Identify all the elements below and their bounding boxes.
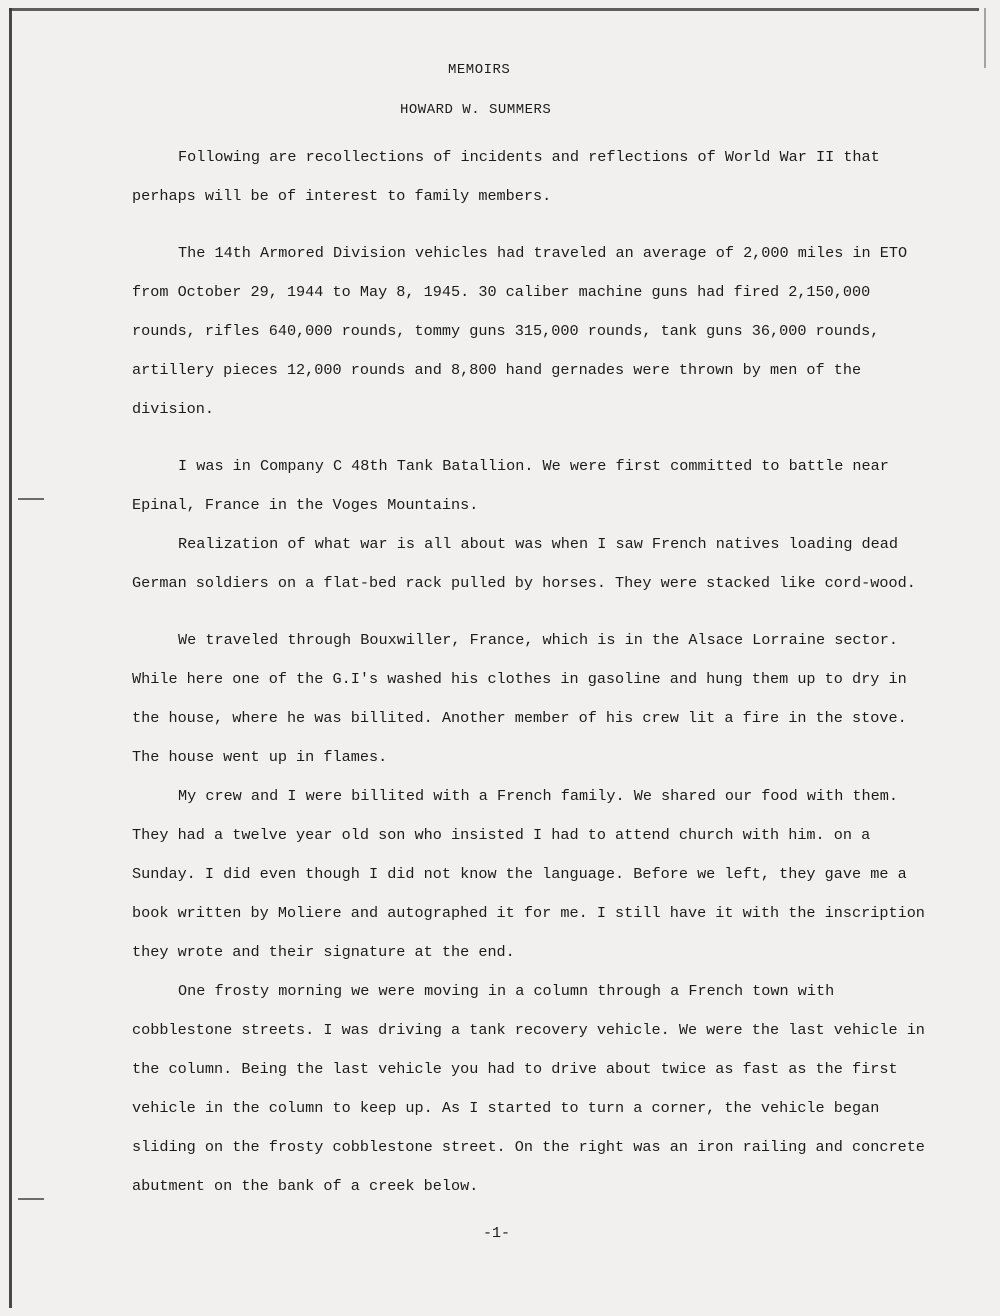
page-right-edge-mark — [984, 8, 986, 68]
paragraph-realization: Realization of what war is all about was when I saw French natives loading dead German soldiers on a flat-bed rack pulled by horses. They were stacked like cord-wood. — [132, 535, 916, 592]
document-title: MEMOIRS — [448, 62, 511, 78]
page-top-edge — [9, 8, 979, 11]
margin-mark — [18, 498, 44, 500]
paragraph-intro: Following are recollections of incidents and reflections of World War II that perhaps will be of interest to family members. — [132, 148, 880, 205]
paragraph-division-stats: The 14th Armored Division vehicles had traveled an average of 2,000 miles in ETO from October 29, 1944 to May 8, 1945. 30 caliber machine guns had fired 2,150,000 rounds, rifles 640,000 rounds, tommy guns 315,000 rounds, tank guns 36,000 rounds, artillery pieces 12,000 rounds and 8,800 hand gernades were thrown by men of the division. — [132, 244, 908, 418]
paragraph-company: I was in Company C 48th Tank Batallion. We were first committed to battle near Epinal, France in the Voges Mountains. — [132, 457, 889, 514]
page-number: -1- — [483, 1225, 511, 1242]
paragraph-french-family: My crew and I were billited with a French family. We shared our food with them. They had a twelve year old son who insisted I had to attend church with him. on a Sunday. I did even though I did not know the language. Before we left, they gave me a book written by Moliere and autographed it for me. I still have it with the inscription they wrote and their signature at the end. — [132, 787, 925, 961]
margin-mark — [18, 1198, 44, 1200]
document-author: HOWARD W. SUMMERS — [400, 102, 552, 118]
document-body — [132, 138, 932, 1206]
paragraph-bouxwiller: We traveled through Bouxwiller, France, which is in the Alsace Lorraine sector. While here one of the G.I's washed his clothes in gasoline and hung them up to dry in the house, where he was billited. Another member of his crew lit a fire in the stove. The house went up in flames. — [132, 631, 907, 766]
paragraph-frosty-morning: One frosty morning we were moving in a column through a French town with cobblestone streets. I was driving a tank recovery vehicle. We were the last vehicle in the column. Being the last vehicle you had to drive about twice as fast as the first vehicle in the column to keep up. As I started to turn a corner, the vehicle began sliding on the frosty cobblestone street. On the right was an iron railing and concrete abutment on the bank of a creek below. — [132, 982, 925, 1195]
page-left-edge — [9, 8, 12, 1308]
